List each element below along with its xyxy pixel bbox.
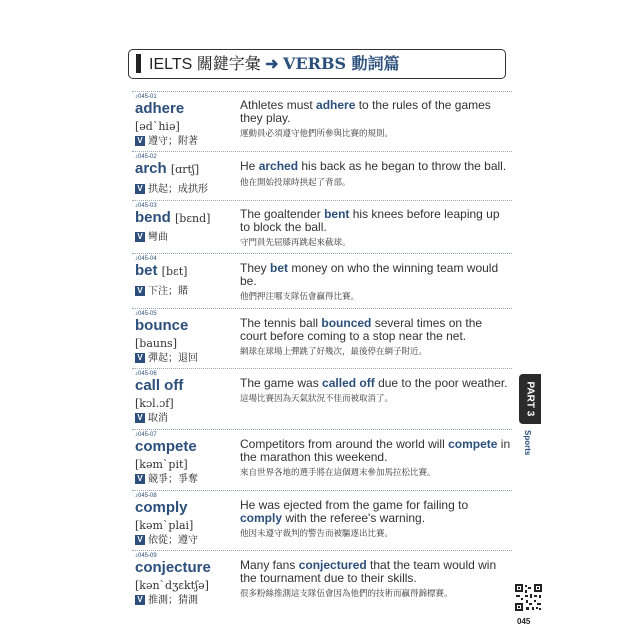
translation: 守門員先屈膝再跳起來截球。 — [240, 237, 351, 247]
sentence-keyword: adhere — [316, 98, 356, 112]
sentence-part: with the referee's warning. — [282, 511, 426, 525]
vocab-word: conjecture — [135, 559, 211, 576]
header-bar — [136, 54, 141, 73]
word-text: arch — [135, 160, 167, 177]
meaning — [135, 282, 188, 297]
sentence-part: due to the poor weather. — [374, 376, 508, 390]
meaning-text: 推測；猜測 — [148, 595, 198, 606]
translation: 他在開始投球時拱起了背部。 — [240, 177, 351, 187]
example-sentence — [240, 99, 512, 125]
vocab-entry — [132, 200, 512, 253]
sentence-keyword: conjectured — [298, 558, 367, 572]
translation: 網球在球場上彈跳了好幾次，最後停在網子附近。 — [240, 346, 428, 356]
vocab-entry — [132, 151, 512, 200]
sentence-part: Many fans — [240, 558, 299, 572]
sentence-keyword: compete — [448, 437, 498, 451]
sentence-keyword: comply — [240, 511, 283, 525]
meaning-text: 依從；遵守 — [148, 535, 198, 546]
phonetic: [ɑrtʃ] — [170, 163, 200, 176]
example-sentence — [240, 208, 512, 234]
sentence-keyword: arched — [258, 159, 299, 173]
sentence-part: He — [240, 159, 259, 173]
vocab-entry — [132, 368, 512, 429]
sentence-part: They — [240, 261, 271, 275]
verb-badge-icon: V — [135, 232, 145, 242]
vocab-entry — [132, 490, 512, 550]
audio-track: ♪045-04 — [135, 256, 157, 262]
title-main: IELTS 關鍵字彙 — [149, 56, 261, 73]
meaning — [135, 180, 208, 195]
translation: 運動員必須遵守他們所參與比賽的規則。 — [240, 128, 394, 138]
sentence-part: Competitors from around the world will — [240, 437, 449, 451]
meaning — [135, 591, 198, 606]
audio-track: ♪045-06 — [135, 371, 157, 377]
verb-badge-icon: V — [135, 413, 145, 423]
divider — [132, 490, 512, 491]
sentence-part: his back as he began to throw the ball. — [298, 159, 507, 173]
translation: 他們押注哪支隊伍會贏得比賽。 — [240, 291, 360, 301]
meaning — [135, 531, 198, 546]
audio-track: ♪045-09 — [135, 553, 157, 559]
meaning-text: 取消 — [148, 413, 168, 424]
sentence-part: his knees before leaping up to block the ball. — [240, 207, 500, 234]
sentence-part: in the marathon this weekend. — [240, 437, 511, 464]
vocab-word: comply — [135, 499, 188, 516]
meaning — [135, 228, 168, 243]
divider — [132, 429, 512, 430]
meaning-text: 競爭；爭奪 — [148, 474, 198, 485]
word-text: bet — [135, 262, 158, 279]
divider — [132, 151, 512, 152]
phonetic: [kəm`pit] — [135, 458, 188, 471]
divider — [132, 308, 512, 309]
sentence-part: The tennis ball — [240, 316, 322, 330]
phonetic: [bauns] — [135, 337, 177, 350]
divider — [132, 368, 512, 369]
part-tab — [519, 374, 541, 424]
chapter-title — [149, 54, 400, 75]
divider — [132, 253, 512, 254]
phonetic: [bɛt] — [161, 265, 188, 278]
audio-track: ♪045-05 — [135, 311, 157, 317]
divider — [132, 91, 512, 92]
vocab-word: bounce — [135, 317, 189, 334]
chapter-header — [128, 49, 506, 79]
sentence-keyword: bet — [270, 261, 289, 275]
translation: 很多粉絲推測這支隊伍會因為他們的技術而贏得錦標賽。 — [240, 588, 453, 598]
sentence-keyword: bounced — [321, 316, 372, 330]
qr-code-icon — [514, 583, 543, 612]
sentence-part: that the team would win the tournament due to their skills. — [240, 558, 497, 585]
verb-badge-icon: V — [135, 184, 145, 194]
meaning-text: 彎曲 — [148, 232, 168, 243]
vocab-word: adhere — [135, 100, 185, 117]
vocab-entry — [132, 91, 512, 151]
audio-track: ♪045-07 — [135, 432, 157, 438]
audio-track: ♪045-01 — [135, 94, 157, 100]
meaning — [135, 470, 198, 485]
sentence-part: Athletes must — [240, 98, 317, 112]
example-sentence — [240, 438, 512, 464]
vocab-word — [135, 209, 210, 226]
verb-badge-icon: V — [135, 595, 145, 605]
vocab-entry — [132, 253, 512, 308]
meaning-text: 下注；賭 — [148, 286, 188, 297]
vocab-entry — [132, 429, 512, 490]
phonetic: [əd`hiə] — [135, 120, 180, 133]
part-label: PART 3 — [524, 381, 536, 417]
sentence-part: money on who the winning team would be. — [240, 261, 499, 288]
sentence-part: He was ejected from the game for failing to — [240, 498, 469, 512]
phonetic: [bɛnd] — [175, 212, 211, 225]
vocab-word: compete — [135, 438, 197, 455]
sentence-keyword: called off — [322, 376, 375, 390]
translation: 他因未遵守裁判的警告而被驅逐出比賽。 — [240, 528, 394, 538]
vocab-word — [135, 160, 199, 177]
vocab-entry — [132, 550, 512, 610]
audio-track: ♪045-03 — [135, 203, 157, 209]
arrow-icon: ➜ — [260, 56, 284, 73]
vocab-word — [135, 262, 187, 279]
section-label: Sports — [523, 430, 532, 456]
meaning — [135, 132, 198, 147]
phonetic: [kɔl.ɔf] — [135, 397, 174, 410]
sentence-part: The goaltender — [240, 207, 325, 221]
audio-track: ♪045-02 — [135, 154, 157, 160]
meaning-text: 彈起；退回 — [148, 353, 198, 364]
vocab-word: call off — [135, 377, 184, 394]
meaning — [135, 409, 168, 424]
translation: 這場比賽因為天氣狀況不佳而被取消了。 — [240, 393, 394, 403]
divider — [132, 550, 512, 551]
sentence-part: to the rules of the games they play. — [240, 98, 491, 125]
vocab-entry — [132, 308, 512, 368]
verb-badge-icon: V — [135, 535, 145, 545]
meaning-text: 遵守；附著 — [148, 136, 198, 147]
example-sentence — [240, 559, 512, 585]
word-text: bend — [135, 209, 171, 226]
example-sentence — [240, 499, 512, 525]
sentence-part: The game was — [240, 376, 323, 390]
title-sub: VERBS 動詞篇 — [283, 54, 400, 73]
meaning — [135, 349, 198, 364]
verb-badge-icon: V — [135, 474, 145, 484]
verb-badge-icon: V — [135, 286, 145, 296]
example-sentence — [240, 160, 512, 173]
phonetic: [kəm`plai] — [135, 519, 194, 532]
phonetic: [kən`dʒɛktʃə] — [135, 579, 209, 592]
example-sentence — [240, 377, 512, 390]
verb-badge-icon: V — [135, 353, 145, 363]
sentence-keyword: bent — [324, 207, 350, 221]
example-sentence — [240, 317, 512, 343]
sentence-part: several times on the court before coming to a stop near the net. — [240, 316, 483, 343]
audio-track: ♪045-08 — [135, 493, 157, 499]
example-sentence — [240, 262, 512, 288]
page-number: 045 — [517, 617, 531, 626]
verb-badge-icon: V — [135, 136, 145, 146]
divider — [132, 200, 512, 201]
meaning-text: 拱起；成拱形 — [148, 184, 208, 195]
translation: 來自世界各地的選手將在這個週末參加馬拉松比賽。 — [240, 467, 436, 477]
